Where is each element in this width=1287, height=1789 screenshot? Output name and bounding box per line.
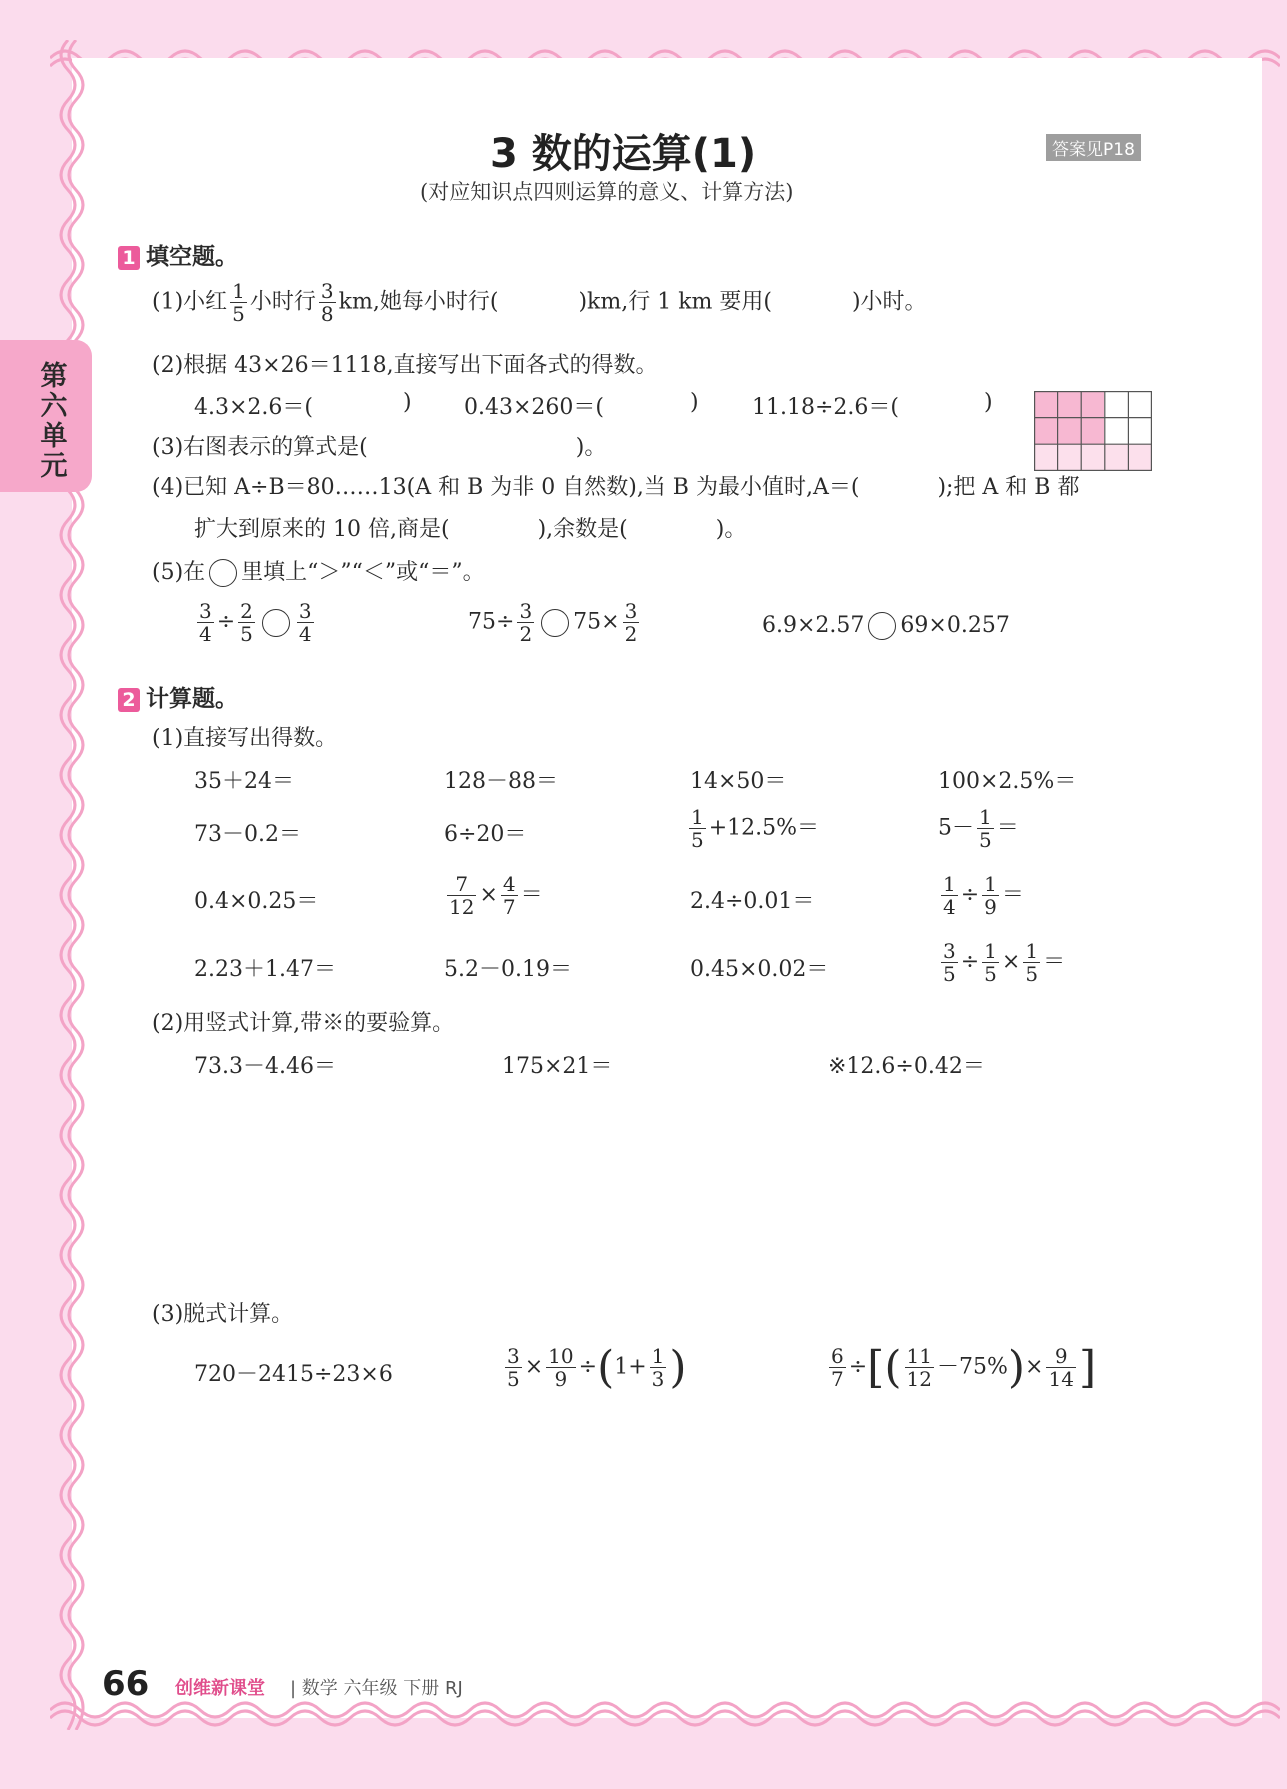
fraction-numerator: 1 — [232, 279, 245, 303]
compare-circle-icon — [209, 559, 237, 587]
calc-r3-c1: 0.4×0.25＝ — [194, 889, 319, 914]
operator: ÷ — [960, 949, 980, 975]
calc-r3-c3: 2.4÷0.01＝ — [690, 889, 815, 914]
compare-circle-c[interactable] — [868, 612, 896, 640]
page-number: 66 — [102, 1664, 150, 1704]
bracket-right: ] — [1078, 1342, 1097, 1393]
operator: ÷ — [578, 1354, 598, 1380]
bracket-left: [ — [867, 1342, 885, 1393]
stepwise-calc-2 — [502, 1342, 687, 1393]
fraction-denominator: 12 — [906, 1367, 932, 1391]
section-2-sub-2: (2)用竖式计算,带※的要验算。 — [152, 1011, 455, 1036]
equals-sign: ＝ — [1001, 882, 1024, 908]
unit-side-tab — [0, 340, 92, 492]
stepwise-calc-3 — [826, 1342, 1096, 1393]
fraction-denominator: 9 — [554, 1367, 568, 1391]
section-2-number: 2 — [118, 688, 140, 712]
fraction-denominator: 7 — [502, 895, 516, 919]
calc-r2-c1: 73－0.2＝ — [194, 822, 301, 847]
footer-book-info: | 数学 六年级 下册 RJ — [290, 1678, 463, 1699]
calc-r2-c4 — [938, 806, 1019, 851]
fraction-numerator: 1 — [979, 805, 992, 829]
equals-sign: ＝ — [1043, 949, 1066, 975]
equals-sign: ＝ — [996, 815, 1019, 841]
fraction-numerator: 1 — [691, 805, 704, 829]
fraction-numerator: 9 — [1046, 1345, 1075, 1368]
q1-2-item-2-end: ) — [690, 390, 699, 415]
page-subtitle: (对应知识点四则运算的意义、计算方法) — [420, 180, 794, 204]
q1-1-fraction-1 — [230, 280, 247, 325]
calc-r4-c3: 0.45×0.02＝ — [690, 957, 829, 982]
question-1-2: (2)根据 43×26＝1118,直接写出下面各式的得数。 — [152, 353, 658, 378]
compare-item-a — [194, 600, 317, 645]
compare-circle-b[interactable] — [541, 609, 569, 637]
calc-r2-c2: 6÷20＝ — [444, 822, 527, 847]
vertical-calc-3: ※12.6÷0.42＝ — [828, 1054, 985, 1079]
fraction-denominator: 4 — [298, 622, 312, 646]
fraction-numerator: 1 — [984, 872, 997, 896]
compare-item-c — [762, 612, 1010, 640]
fraction-numerator: 3 — [298, 599, 312, 623]
fraction-numerator: 1 — [943, 872, 956, 896]
fraction-denominator: 7 — [831, 1367, 844, 1391]
paren-left: ( — [597, 1342, 615, 1393]
q1-1-text-c: km,她每小时行( — [338, 289, 499, 315]
expr-text: +12.5%＝ — [708, 815, 820, 841]
q1-3-text-b: )。 — [575, 435, 607, 460]
question-1-4-line-2 — [194, 512, 746, 543]
stepwise-calc-1: 720－2415÷23×6 — [194, 1362, 393, 1387]
fraction-numerator: 3 — [624, 599, 638, 623]
fraction-denominator: 5 — [984, 962, 997, 986]
q1-1-fraction-2 — [319, 280, 336, 325]
paren-right: ) — [1007, 1342, 1026, 1393]
operator: × — [524, 1354, 544, 1380]
question-1-4-line-1 — [152, 470, 1079, 501]
q1-2-item-3-end: ) — [984, 390, 993, 415]
footer-brand: 创维新课堂 — [175, 1678, 265, 1699]
fraction-denominator: 9 — [984, 895, 997, 919]
q1-4-text-e: )。 — [715, 517, 747, 542]
q1-5-text-a: (5)在 — [152, 560, 206, 585]
fraction-denominator: 5 — [1025, 962, 1039, 986]
fraction-denominator: 5 — [240, 622, 253, 646]
grid-figure — [1034, 391, 1152, 471]
q1-4-text-d: ),余数是( — [537, 517, 628, 542]
section-1-heading — [118, 238, 238, 271]
fraction-numerator: 7 — [447, 873, 476, 896]
fraction-denominator: 5 — [943, 962, 956, 986]
fraction-denominator: 8 — [320, 302, 334, 326]
operator: × — [1025, 1354, 1044, 1380]
fraction-numerator: 3 — [519, 599, 533, 623]
fraction-denominator: 5 — [691, 828, 704, 852]
page-title: 3 数的运算(1) — [490, 131, 757, 177]
operator: ÷ — [848, 1354, 868, 1380]
calc-r4-c2: 5.2－0.19＝ — [444, 957, 572, 982]
fraction-numerator: 1 — [1025, 939, 1039, 963]
calc-r1-c1: 35＋24＝ — [194, 769, 294, 794]
fraction-numerator: 11 — [906, 1344, 932, 1368]
wavy-border-bottom — [50, 1696, 1280, 1736]
fraction-denominator: 4 — [199, 622, 212, 646]
q1-2-item-1-start: 4.3×2.6＝( — [194, 395, 313, 420]
operator: × — [479, 882, 498, 908]
fraction-denominator: 5 — [979, 828, 992, 852]
section-1-label: 填空题。 — [146, 244, 238, 270]
q1-1-text-e: )小时。 — [851, 289, 927, 315]
fraction-denominator: 4 — [943, 895, 956, 919]
paren-right: ) — [669, 1342, 687, 1393]
fraction-numerator: 3 — [943, 939, 956, 963]
calc-r2-c3 — [686, 806, 819, 851]
fraction-denominator: 2 — [519, 622, 533, 646]
paren-left: ( — [884, 1342, 902, 1393]
fraction-denominator: 12 — [449, 895, 475, 919]
operator: × — [1001, 949, 1021, 975]
fraction-numerator: 1 — [651, 1344, 665, 1368]
q1-1-text-a: (1)小红 — [152, 289, 228, 315]
expr-text: 6.9×2.57 — [762, 613, 865, 638]
q1-1-text-b: 小时行 — [249, 289, 316, 315]
fraction-denominator: 5 — [232, 302, 245, 326]
section-2-label: 计算题。 — [146, 686, 238, 712]
question-1-3 — [152, 430, 606, 461]
section-2-sub-3: (3)脱式计算。 — [152, 1302, 294, 1327]
q1-4-text-b: );把 A 和 B 都 — [937, 475, 1080, 500]
compare-item-b — [468, 600, 642, 645]
calc-r1-c3: 14×50＝ — [690, 769, 787, 794]
compare-circle-a[interactable] — [262, 609, 290, 637]
fraction-denominator: 2 — [624, 622, 638, 646]
calc-r4-c4 — [938, 940, 1065, 985]
calc-r3-c2 — [444, 873, 543, 918]
wavy-border-left — [50, 40, 90, 1730]
fraction-numerator: 3 — [507, 1344, 520, 1368]
section-2-sub-1: (1)直接写出得数。 — [152, 726, 338, 751]
question-1-1 — [152, 280, 927, 325]
operator: ÷ — [216, 609, 236, 635]
fraction-numerator: 2 — [240, 599, 253, 623]
expr-text: －75% — [936, 1354, 1008, 1380]
fraction-denominator: 3 — [651, 1367, 665, 1391]
fraction-numerator: 3 — [199, 599, 212, 623]
fraction-numerator: 3 — [320, 279, 334, 303]
q1-5-text-b: 里填上“＞”“＜”或“＝”。 — [241, 560, 485, 585]
fraction-denominator: 5 — [507, 1367, 520, 1391]
section-1-number: 1 — [118, 246, 140, 270]
question-1-5 — [152, 555, 485, 587]
fraction-numerator: 10 — [548, 1344, 574, 1368]
calc-r3-c4 — [938, 873, 1024, 918]
fraction-numerator: 1 — [984, 939, 997, 963]
operator: ÷ — [960, 882, 980, 908]
expr-text: 75÷ — [468, 609, 515, 635]
expr-text: 5－ — [938, 815, 974, 841]
q1-4-text-c: 扩大到原来的 10 倍,商是( — [194, 517, 450, 542]
vertical-calc-1: 73.3－4.46＝ — [194, 1054, 336, 1079]
q1-2-item-3-start: 11.18÷2.6＝( — [752, 395, 899, 420]
calc-r1-c2: 128－88＝ — [444, 769, 558, 794]
fraction-numerator: 6 — [831, 1344, 844, 1368]
q1-2-item-1-end: ) — [403, 390, 412, 415]
answer-reference-badge: 答案见P18 — [1046, 134, 1141, 161]
q1-2-item-2-start: 0.43×260＝( — [464, 395, 604, 420]
expr-text: 69×0.257 — [900, 613, 1010, 638]
expr-text: 1+ — [614, 1354, 647, 1380]
unit-side-tab-label: 第六单元 — [40, 361, 68, 482]
expr-text: 75× — [573, 609, 620, 635]
calc-r1-c4: 100×2.5%＝ — [938, 769, 1077, 794]
q1-3-text-a: (3)右图表示的算式是( — [152, 435, 368, 460]
section-2-heading — [118, 680, 238, 713]
calc-r4-c1: 2.23＋1.47＝ — [194, 957, 336, 982]
vertical-calc-2: 175×21＝ — [502, 1054, 613, 1079]
q1-4-text-a: (4)已知 A÷B＝80……13(A 和 B 为非 0 自然数),当 B 为最小值时,A＝( — [152, 475, 860, 500]
q1-1-text-d: )km,行 1 km 要用( — [578, 289, 772, 315]
fraction-numerator: 4 — [502, 872, 516, 896]
equals-sign: ＝ — [520, 882, 543, 908]
fraction-denominator: 14 — [1048, 1367, 1074, 1391]
